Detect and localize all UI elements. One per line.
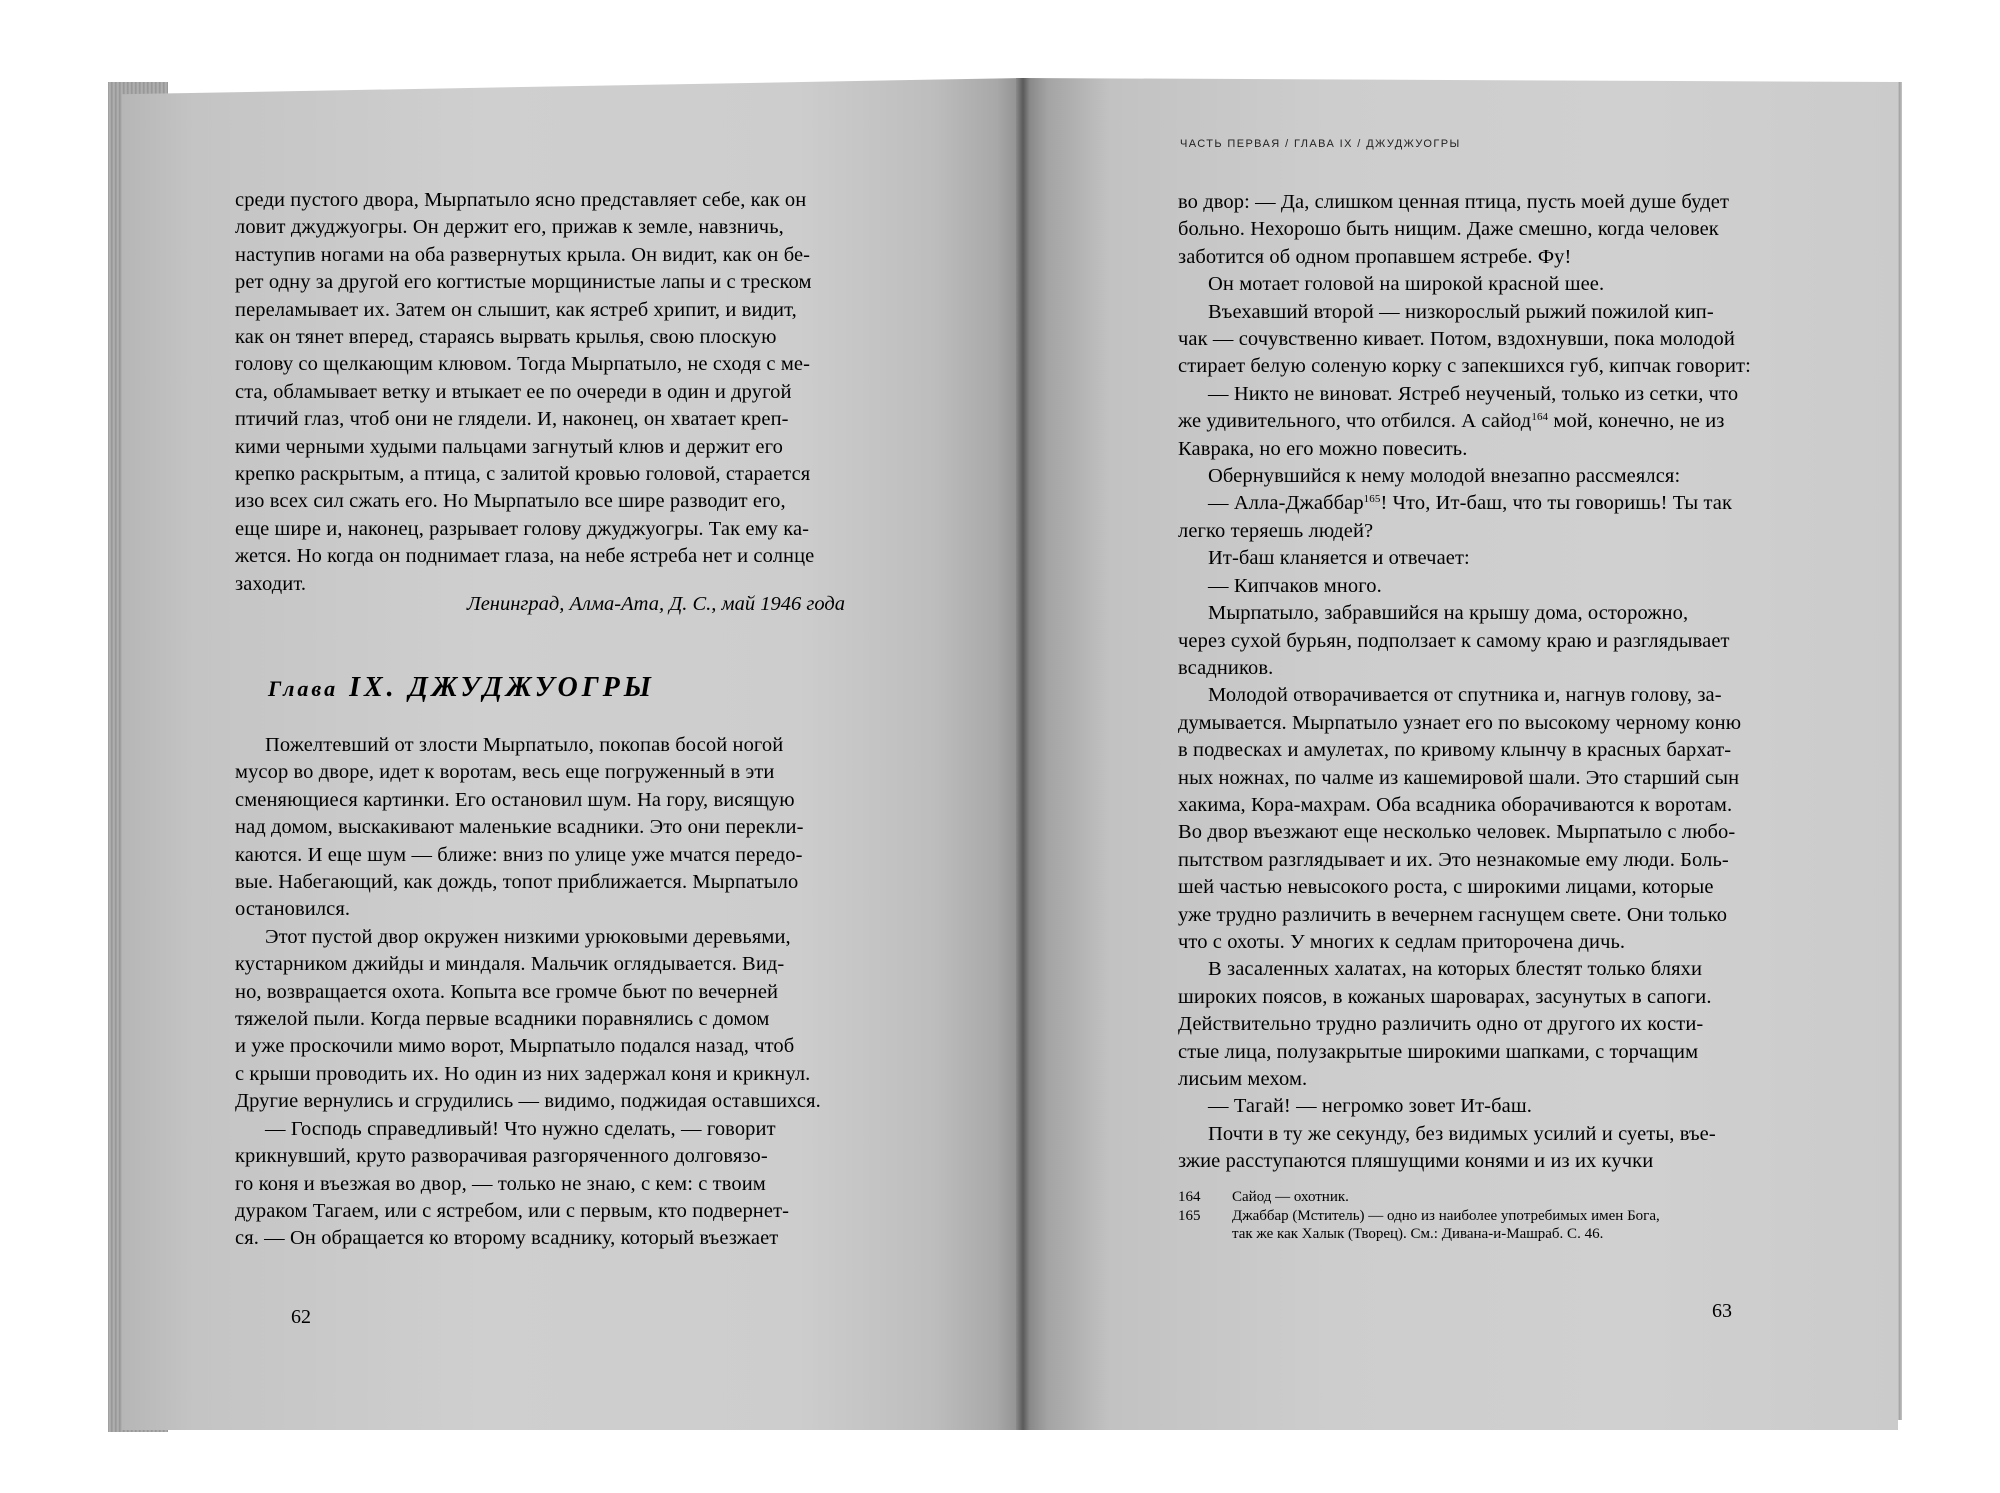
line-text: голову со щелкающим клювом. Тогда Мырпатыло, не сходя с ме-: [235, 353, 811, 376]
line-text: ных ножнах, по чалме из кашемировой шали. Это старший сын: [1178, 766, 1740, 789]
text-line: [1178, 1039, 1798, 1066]
line-text: над домом, выскакивают маленькие всадники. Это они перекли-: [235, 816, 804, 839]
line-text: Молодой отворачивается от спутника и, нагнув голову, за-: [1208, 684, 1722, 707]
text-line: [235, 461, 865, 488]
page-number-left: 62: [291, 1306, 311, 1328]
text-line: [1178, 490, 1798, 517]
text-line: [235, 924, 875, 951]
text-line: [235, 269, 865, 296]
line-text: широких поясов, в кожаных шароварах, засунутых в сапоги.: [1178, 985, 1712, 1008]
line-text: больно. Нехорошо быть нищим. Даже смешно, когда человек: [1178, 218, 1719, 241]
line-text: кустарником джийды и миндаля. Мальчик оглядывается. Вид-: [235, 953, 785, 976]
text-line: [235, 814, 875, 841]
line-text: думывается. Мырпатыло узнает его по высокому черному коню: [1178, 711, 1742, 734]
running-head: ЧАСТЬ ПЕРВАЯ / ГЛАВА IX / ДЖУДЖУОГРЫ: [1180, 138, 1461, 150]
text-line: [235, 979, 875, 1006]
text-line: [235, 787, 875, 814]
footnote-row: [1178, 1225, 1738, 1244]
text-line: [1178, 408, 1798, 435]
text-line: [1178, 737, 1798, 764]
text-line: [235, 434, 865, 461]
text-line: [235, 351, 865, 378]
text-line: [1178, 600, 1798, 627]
chapter-word: Глава: [268, 676, 339, 701]
line-text: Другие вернулись и сгрудились — видимо, поджидая оставшихся.: [235, 1090, 821, 1113]
text-line: [235, 842, 875, 869]
text-line: [235, 187, 865, 214]
text-line: [1178, 244, 1798, 271]
footnote-number: 165: [1178, 1207, 1201, 1224]
text-line: [1178, 956, 1798, 983]
line-text: дураком Тагаем, или с ястребом, или с первым, кто подвернет-: [235, 1199, 790, 1222]
text-line: [235, 214, 865, 241]
line-text: мусор во дворе, идет к воротам, весь еще погруженный в эти: [235, 761, 775, 784]
text-line: [1178, 271, 1798, 298]
text-line: [1178, 710, 1798, 737]
text-line: [1178, 1066, 1798, 1093]
line-text: во двор: — Да, слишком ценная птица, пусть моей душе будет: [1178, 191, 1730, 213]
text-line: [235, 896, 875, 923]
text-line: [235, 1061, 875, 1088]
line-text: — Алла-Джаббар: [1208, 492, 1364, 515]
line-text: через сухой бурьян, подползает к самому краю и разглядывает: [1178, 629, 1730, 652]
line-text: жется. Но когда он поднимает глаза, на небе ястреба нет и солнце: [235, 545, 815, 568]
line-text-after: ! Что, Ит-баш, что ты говоришь! Ты так: [1380, 492, 1733, 515]
line-text: чак — сочувственно кивает. Потом, вздохнувши, пока молодой: [1178, 328, 1735, 351]
line-text: Во двор въезжают еще несколько человек. Мырпатыло с любо-: [1178, 821, 1736, 844]
line-text: тяжелой пыли. Когда первые всадники поравнялись с домом: [235, 1008, 770, 1031]
text-line: [1178, 929, 1798, 956]
line-text: — Никто не виноват. Ястреб неученый, только из сетки, что: [1208, 382, 1739, 405]
line-text: с крыши проводить их. Но один из них задержал коня и крикнул.: [235, 1062, 811, 1085]
line-text: Въехавший второй — низкорослый рыжий пожилой кип-: [1208, 300, 1714, 323]
text-line: [235, 1033, 875, 1060]
text-line: [1178, 299, 1798, 326]
line-text: уже трудно различить в вечернем гаснущем свете. Они только: [1178, 903, 1728, 926]
text-line: [235, 379, 865, 406]
footnote-number: 164: [1178, 1189, 1201, 1205]
text-line: [1178, 1093, 1798, 1120]
line-text: что с охоты. У многих к седлам приторочена дичь.: [1178, 930, 1626, 953]
text-line: [235, 242, 865, 269]
text-line: [235, 1198, 875, 1225]
text-line: [235, 406, 865, 433]
line-text: легко теряешь людей?: [1178, 519, 1374, 542]
line-text: Каврака, но его можно повесить.: [1178, 437, 1468, 460]
footnote-text: Джаббар (Мститель) — одно из наиболее употребимых имен Бога,: [1232, 1207, 1660, 1224]
line-text: Ит-баш кланяется и отвечает:: [1208, 547, 1470, 570]
text-line: [235, 516, 865, 543]
line-text: Обернувшийся к нему молодой внезапно рассмеялся:: [1208, 465, 1681, 488]
text-line: [1178, 545, 1798, 572]
text-line: [1178, 353, 1798, 380]
line-text: изо всех сил сжать его. Но Мырпатыло все шире разводит его,: [235, 490, 786, 513]
text-line: [235, 297, 865, 324]
line-text: ста, обламывает ветку и втыкает ее по очереди в один и другой: [235, 380, 792, 403]
line-text: — Господь справедливый! Что нужно сделать, — говорит: [265, 1117, 776, 1140]
text-line: [235, 1143, 875, 1170]
text-line: [235, 869, 875, 896]
line-text: же удивительного, что отбился. А сайод: [1178, 410, 1532, 433]
line-text: Мырпатыло, забравшийся на крышу дома, осторожно,: [1208, 602, 1689, 625]
line-text: птичий глаз, чтоб они не глядели. И, наконец, он хватает креп-: [235, 408, 789, 431]
line-text: и уже проскочили мимо ворот, Мырпатыло подался назад, чтоб: [235, 1035, 795, 1058]
text-line: [1178, 765, 1798, 792]
footnote-ref[interactable]: 164: [1531, 411, 1549, 424]
line-text: среди пустого двора, Мырпатыло ясно представляет себе, как он: [235, 189, 807, 211]
line-text: переламывает их. Затем он слышит, как ястреб хрипит, и видит,: [235, 298, 797, 321]
line-text: шей частью невысокого роста, с широкими лицами, которые: [1178, 876, 1714, 899]
text-line: [1178, 819, 1798, 846]
line-text: остановился.: [235, 898, 351, 921]
line-text: как он тянет вперед, стараясь вырвать крылья, свою плоскую: [235, 326, 777, 349]
text-line: [1178, 1121, 1798, 1148]
line-text: рет одну за другой его когтистые морщинистые лапы и с треском: [235, 271, 812, 294]
text-line: [235, 488, 865, 515]
text-line: [1178, 573, 1798, 600]
text-line: [1178, 792, 1798, 819]
footnote-text: Сайод — охотник.: [1232, 1189, 1349, 1205]
text-line: [235, 1006, 875, 1033]
footnote-row: [1178, 1207, 1738, 1226]
line-text: стирает белую соленую корку с запекшихся губ, кипчак говорит:: [1178, 355, 1751, 378]
text-line: [1178, 326, 1798, 353]
text-line: [235, 324, 865, 351]
text-line: [235, 1225, 875, 1252]
text-line: [1178, 518, 1798, 545]
line-text: еще шире и, наконец, разрывает голову джуджуогры. Так ему ка-: [235, 517, 810, 540]
line-text: всадников.: [1178, 656, 1274, 679]
line-text: Пожелтевший от злости Мырпатыло, покопав босой ногой: [265, 734, 784, 756]
footnote-text: так же как Халык (Творец). См.: Дивана-и-Машраб. С. 46.: [1232, 1226, 1604, 1242]
text-line: [1178, 1148, 1798, 1175]
line-text: кими черными худыми пальцами загнутый клюв и держит его: [235, 435, 783, 458]
text-line: [1178, 216, 1798, 243]
line-text: сменяющиеся картинки. Его остановил шум. На гору, висящую: [235, 788, 795, 811]
text-line: [1178, 189, 1798, 216]
line-text: Действительно трудно различить одно от другого их кости-: [1178, 1013, 1704, 1036]
footnote-ref[interactable]: 165: [1363, 493, 1381, 506]
text-line: [1178, 874, 1798, 901]
text-line: [235, 1088, 875, 1115]
footnote-number: [1178, 1225, 1232, 1244]
line-text: пытством разглядывает и их. Это незнакомые ему люди. Боль-: [1178, 848, 1729, 871]
text-line: [235, 1171, 875, 1198]
line-text: — Кипчаков много.: [1208, 574, 1382, 597]
book-spine: [1016, 78, 1030, 1430]
right-text: [1178, 189, 1798, 1176]
signature-line: Ленинград, Алма-Ата, Д. С., май 1946 года: [466, 593, 845, 615]
line-text: но, возвращается охота. Копыта все громче бьют по вечерней: [235, 980, 779, 1003]
line-text-after: мой, конечно, не из: [1548, 410, 1725, 433]
chapter-heading: IX. ДЖУДЖУОГРЫ: [338, 672, 655, 703]
line-text: ловит джуджуогры. Он держит его, прижав к земле, навзничь,: [235, 216, 784, 239]
text-line: [235, 543, 865, 570]
line-text: в подвесках и амулетах, по кривому клынчу в красных бархат-: [1178, 739, 1732, 762]
chapter-text: [235, 732, 875, 1253]
line-text: крикнувший, круто разворачивая разгоряченного долговязо-: [235, 1145, 768, 1168]
line-text: хакима, Кора-махрам. Оба всадника оборачиваются к воротам.: [1178, 793, 1733, 816]
line-text: зжие расступаются пляшущими конями и из их кучки: [1178, 1150, 1654, 1173]
chapter-title: [268, 672, 655, 704]
footnote-row: [1178, 1188, 1738, 1207]
text-line: [1178, 655, 1798, 682]
line-text: вые. Набегающий, как дождь, топот приближается. Мырпатыло: [235, 871, 799, 894]
text-line: [235, 951, 875, 978]
line-text: стые лица, полузакрытые широкими шапками, с торчащим: [1178, 1040, 1699, 1063]
footnotes: [1178, 1188, 1738, 1244]
line-text: заботится об одном пропавшем ястребе. Фу!: [1178, 245, 1572, 268]
line-text: заходит.: [235, 572, 307, 595]
text-line: [235, 1116, 875, 1143]
line-text: — Тагай! — негромко зовет Ит-баш.: [1208, 1095, 1532, 1118]
left-paragraph: [235, 187, 865, 598]
text-line: [1178, 1011, 1798, 1038]
line-text: ся. — Он обращается ко второму всаднику, который въезжает: [235, 1227, 779, 1250]
line-text: Он мотает головой на широкой красной шее.: [1208, 273, 1605, 296]
text-line: [1178, 436, 1798, 463]
text-line: [1178, 381, 1798, 408]
page-number-right: 63: [1712, 1300, 1732, 1322]
line-text: каются. И еще шум — ближе: вниз по улице уже мчатся передо-: [235, 843, 803, 866]
line-text: го коня и въезжая во двор, — только не знаю, с кем: с твоим: [235, 1172, 766, 1195]
line-text: крепко раскрытым, а птица, с залитой кровью головой, старается: [235, 463, 811, 486]
text-line: [1178, 628, 1798, 655]
text-line: [1178, 847, 1798, 874]
line-text: наступив ногами на оба развернутых крыла. Он видит, как он бе-: [235, 243, 811, 266]
text-line: [1178, 984, 1798, 1011]
line-text: Почти в ту же секунду, без видимых усилий и суеты, въе-: [1208, 1122, 1716, 1145]
text-line: [235, 759, 875, 786]
text-line: [1178, 463, 1798, 490]
line-text: Этот пустой двор окружен низкими урюковыми деревьями,: [265, 925, 791, 948]
text-line: [1178, 902, 1798, 929]
line-text: лисьим мехом.: [1178, 1068, 1308, 1090]
line-text: В засаленных халатах, на которых блестят только бляхи: [1208, 958, 1703, 981]
text-line: [1178, 682, 1798, 709]
text-line: [235, 732, 875, 759]
